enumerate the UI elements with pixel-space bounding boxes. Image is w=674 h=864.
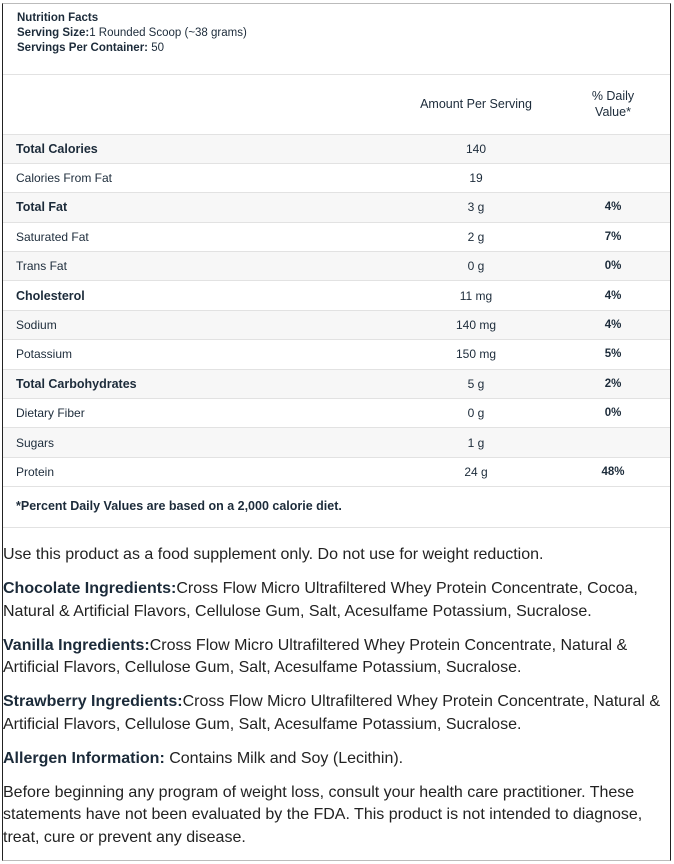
vanilla-label: Vanilla Ingredients: — [3, 636, 150, 654]
nutrition-title: Nutrition Facts — [17, 12, 99, 24]
nutrient-amount: 19 — [396, 163, 556, 192]
allergen-info — [3, 748, 666, 771]
serving-size-value: 1 Rounded Scoop (~38 grams) — [89, 27, 247, 39]
nutrient-amount: 0 g — [396, 399, 556, 428]
nutrient-amount: 140 — [396, 134, 556, 163]
allergen-label: Allergen Information: — [3, 749, 165, 767]
nutrient-amount: 5 g — [396, 369, 556, 398]
nutrient-name: Sugars — [3, 428, 396, 457]
chocolate-label: Chocolate Ingredients: — [3, 580, 177, 598]
strawberry-label: Strawberry Ingredients: — [3, 693, 183, 711]
nutrient-amount: 11 mg — [396, 281, 556, 310]
vanilla-ingredients — [3, 635, 666, 680]
amount-column-header: Amount Per Serving — [396, 75, 556, 134]
nutrient-row — [3, 163, 670, 192]
nutrient-column-header — [3, 75, 396, 134]
nutrient-amount: 24 g — [396, 457, 556, 486]
nutrient-name: Saturated Fat — [3, 222, 396, 251]
nutrient-row — [3, 457, 670, 486]
servings-value: 50 — [151, 42, 165, 54]
nutrient-row — [3, 193, 670, 222]
usage-text: Use this product as a food supplement only. Do not use for weight reduction. — [3, 546, 544, 564]
nutrient-row — [3, 222, 670, 251]
nutrient-amount: 2 g — [396, 222, 556, 251]
nutrient-daily-value — [556, 163, 670, 192]
nutrient-name: Cholesterol — [3, 281, 396, 310]
nutrient-name: Total Fat — [3, 193, 396, 222]
nutrient-name: Calories From Fat — [3, 163, 396, 192]
serving-size-label: Serving Size: — [17, 27, 90, 39]
nutrient-row — [3, 252, 670, 281]
nutrient-name: Potassium — [3, 340, 396, 369]
nutrient-name: Dietary Fiber — [3, 399, 396, 428]
nutrition-table — [3, 75, 670, 487]
nutrient-daily-value: 4% — [556, 281, 670, 310]
servings-label: Servings Per Container: — [17, 42, 149, 54]
nutrient-daily-value: 48% — [556, 457, 670, 486]
nutrient-amount: 3 g — [396, 193, 556, 222]
serving-size — [17, 26, 670, 41]
nutrient-amount: 140 mg — [396, 310, 556, 339]
strawberry-text: Cross Flow Micro Ultrafiltered Whey Protein Concentrate, Natural & Artificial Flavors, Cellulose Gum, Salt, Acesulfame Potassium, Sucralose. — [3, 693, 661, 733]
chocolate-text: Cross Flow Micro Ultrafiltered Whey Protein Concentrate, Cocoa, Natural & Artificial Flavors, Cellulose Gum, Salt, Acesulfame Potassium, Sucralose. — [3, 580, 638, 620]
nutrition-panel — [2, 3, 671, 861]
nutrient-amount: 1 g — [396, 428, 556, 457]
nutrient-daily-value: 2% — [556, 369, 670, 398]
nutrient-daily-value: 5% — [556, 340, 670, 369]
disclaimer: Before beginning any program of weight loss, consult your health care practitioner. These statements have not been evaluated by the FDA. This product is not intended to diagnose, treat, cure or prevent any disease. — [3, 783, 643, 846]
nutrient-name: Total Calories — [3, 134, 396, 163]
nutrient-daily-value: 7% — [556, 222, 670, 251]
allergen-text: Contains Milk and Soy (Lecithin). — [164, 749, 404, 767]
nutrient-name: Protein — [3, 457, 396, 486]
nutrient-row — [3, 340, 670, 369]
nutrient-daily-value — [556, 134, 670, 163]
servings-per-container — [17, 41, 670, 56]
nutrient-row — [3, 310, 670, 339]
nutrient-daily-value: 4% — [556, 193, 670, 222]
nutrition-header — [3, 4, 670, 75]
nutrient-row — [3, 369, 670, 398]
nutrient-amount: 150 mg — [396, 340, 556, 369]
nutrient-daily-value — [556, 428, 670, 457]
nutrient-name: Trans Fat — [3, 252, 396, 281]
nutrient-row — [3, 428, 670, 457]
nutrient-name: Total Carbohydrates — [3, 369, 396, 398]
daily-value-column-header: % Daily Value* — [556, 75, 670, 134]
chocolate-ingredients — [3, 578, 666, 623]
nutrient-row — [3, 281, 670, 310]
nutrient-daily-value: 0% — [556, 399, 670, 428]
nutrient-name: Sodium — [3, 310, 396, 339]
nutrient-amount: 0 g — [396, 252, 556, 281]
nutrient-row — [3, 134, 670, 163]
product-info — [3, 528, 670, 849]
footnote: *Percent Daily Values are based on a 2,000 calorie diet. — [3, 487, 670, 528]
nutrient-daily-value: 4% — [556, 310, 670, 339]
nutrient-daily-value: 0% — [556, 252, 670, 281]
vanilla-text: Cross Flow Micro Ultrafiltered Whey Protein Concentrate, Natural & Artificial Flavors, Cellulose Gum, Salt, Acesulfame Potassium, Sucralose. — [3, 636, 628, 677]
strawberry-ingredients — [3, 691, 666, 736]
nutrient-row — [3, 399, 670, 428]
